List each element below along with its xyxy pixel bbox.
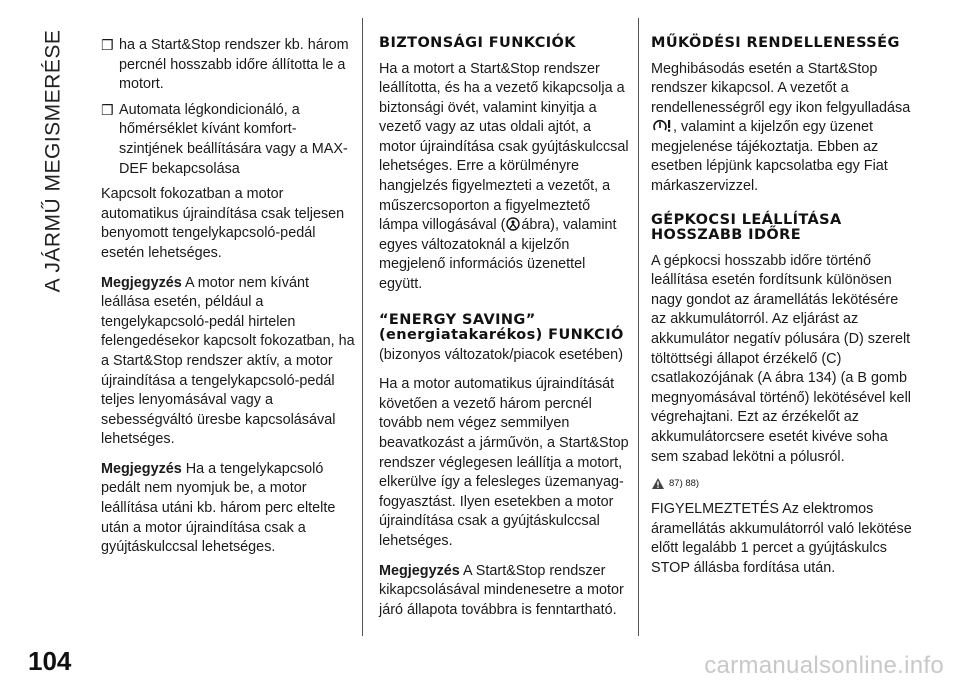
paragraph: Ha a motor automatikus újraindítását követően a vezető három percnél tovább nem végez semmilyen beavatkozást a járművön, a Start&Stop rendszer véglegesen leállítja a motort, elkerülve így a felesleges üzemanyag-fogyasztást. Ilyen esetekben a motor újraindítása csak a gyújtáskulccsal lehetséges. <box>379 376 629 549</box>
warning-triangle-icon <box>651 477 665 490</box>
note-paragraph <box>101 274 355 450</box>
list-item <box>101 101 355 179</box>
paragraph <box>379 60 631 295</box>
column-2 <box>379 36 631 630</box>
note-label: Megjegyzés <box>101 460 182 477</box>
list-item <box>101 36 355 95</box>
list-item-text: ha a Start&Stop rendszer kb. három percnél hosszabb időre állította le a motort. <box>119 37 349 93</box>
note-label: Megjegyzés <box>101 274 182 291</box>
list-item-text: Automata légkondicionáló, a hőmérséklet kívánt komfort-szintjének beállítására vagy a MAX-DEF bekapcsolása <box>119 101 348 177</box>
watermark: carmanualsonline.info <box>704 652 944 679</box>
paragraph: A gépkocsi hosszabb időre történő leállítása esetén fordítsunk különösen nagy gondot az áramellátás lekötésére az akkumulátorról. Az eljárást az akkumulátor negatív pólusára (D) szerelt töltöttségi állapot érzékelő (C) csatlakozójának (A ábra 134) (a B gomb megnyomásával történő) lekötésével kell végrehajtani. Ezt az érzékelőt az akkumulátorcsere esetét kivéve soha sem szabad lekötni a pólusról. <box>651 252 911 465</box>
section-heading: MŰKÖDÉSI RENDELLENESSÉG <box>651 35 900 51</box>
paragraph-text: Ha a motort a Start&Stop rendszer leállította, és ha a vezető kikapcsolja a biztonsági övét, valamint kinyitja a vezető vagy az utas oldali ajtót, a motor újraindítása csak gyújtáskulccsal lehetséges. Erre a körülményre hangjelzés figyelmezteti a vezetőt, a műszercsoporton a figyelmeztető lámpa villogásával ( <box>379 60 629 234</box>
paragraph-text: , valamint a kijelzőn egy üzenet megjelenése tájékoztatja. Ebben az esetben lépjünk kapcsolatba egy Fiat márkaszervizzel. <box>651 119 888 195</box>
note-paragraph <box>101 460 355 558</box>
paragraph <box>651 60 913 197</box>
section-side-title-text: A JÁRMŰ MEGISMERÉSE <box>41 29 64 293</box>
section-heading: “ENERGY SAVING” (energiatakarékos) FUNKCIÓ <box>379 311 624 344</box>
checkbox-bullet-icon: ❒ <box>101 101 114 118</box>
paragraph: Kapcsolt fokozatban a motor automatikus újraindítása csak teljesen benyomott tengelykapcsoló-pedál esetén lehetséges. <box>101 186 345 261</box>
paragraph: FIGYELMEZTETÉS Az elektromos áramellátás akkumulátorról való lekötése előtt legalább 1 percet a gyújtáskulcs STOP állásba fordítása után. <box>651 501 912 576</box>
checkbox-bullet-icon: ❒ <box>101 37 114 53</box>
page-number: 104 <box>28 646 72 676</box>
reference-numbers: 87) 88) <box>669 477 700 489</box>
column-1 <box>101 36 355 568</box>
start-stop-fault-icon <box>651 119 673 133</box>
paragraph-text: ábra), valamint egyes változatoknál a kijelzőn megjelenő információs üzenettel együtt. <box>379 217 617 293</box>
note-text: Ha a tengelykapcsoló pedált nem nyomjuk be, a motor leállítása utáni kb. három perc eltelte után a motor újraindítása csak a gyújtáskulccsal lehetséges. <box>101 460 336 556</box>
section-side-title <box>28 16 78 306</box>
column-3 <box>651 36 913 589</box>
note-text: A Start&Stop rendszer kikapcsolásával mindenesetre a motor járó állapota továbbra is fenntartható. <box>379 562 624 618</box>
note-text: A motor nem kívánt leállása esetén, például a tengelykapcsoló-pedál hirtelen felengedésekor kapcsolt fokozatban, ha a Start&Stop rendszer aktív, a motor újraindítása a tengelykapcsoló-pedál teljes lenyomásával vagy a sebességváltó üresbe kapcsolásával lehetséges. <box>101 274 355 448</box>
note-paragraph <box>379 562 631 621</box>
section-heading: BIZTONSÁGI FUNKCIÓK <box>379 35 576 51</box>
section-heading: GÉPKOCSI LEÁLLÍTÁSA HOSSZABB IDŐRE <box>651 211 842 244</box>
column-divider-2 <box>638 18 639 636</box>
paragraph-text: Meghibásodás esetén a Start&Stop rendszer kikapcsol. A vezetőt a rendellenességről egy ikon felgyulladása <box>651 60 911 116</box>
column-divider-1 <box>362 18 363 636</box>
subheading: (bizonyos változatok/piacok esetében) <box>379 346 623 363</box>
note-label: Megjegyzés <box>379 562 460 579</box>
warning-reference <box>651 477 913 490</box>
driver-warning-icon <box>505 217 521 231</box>
